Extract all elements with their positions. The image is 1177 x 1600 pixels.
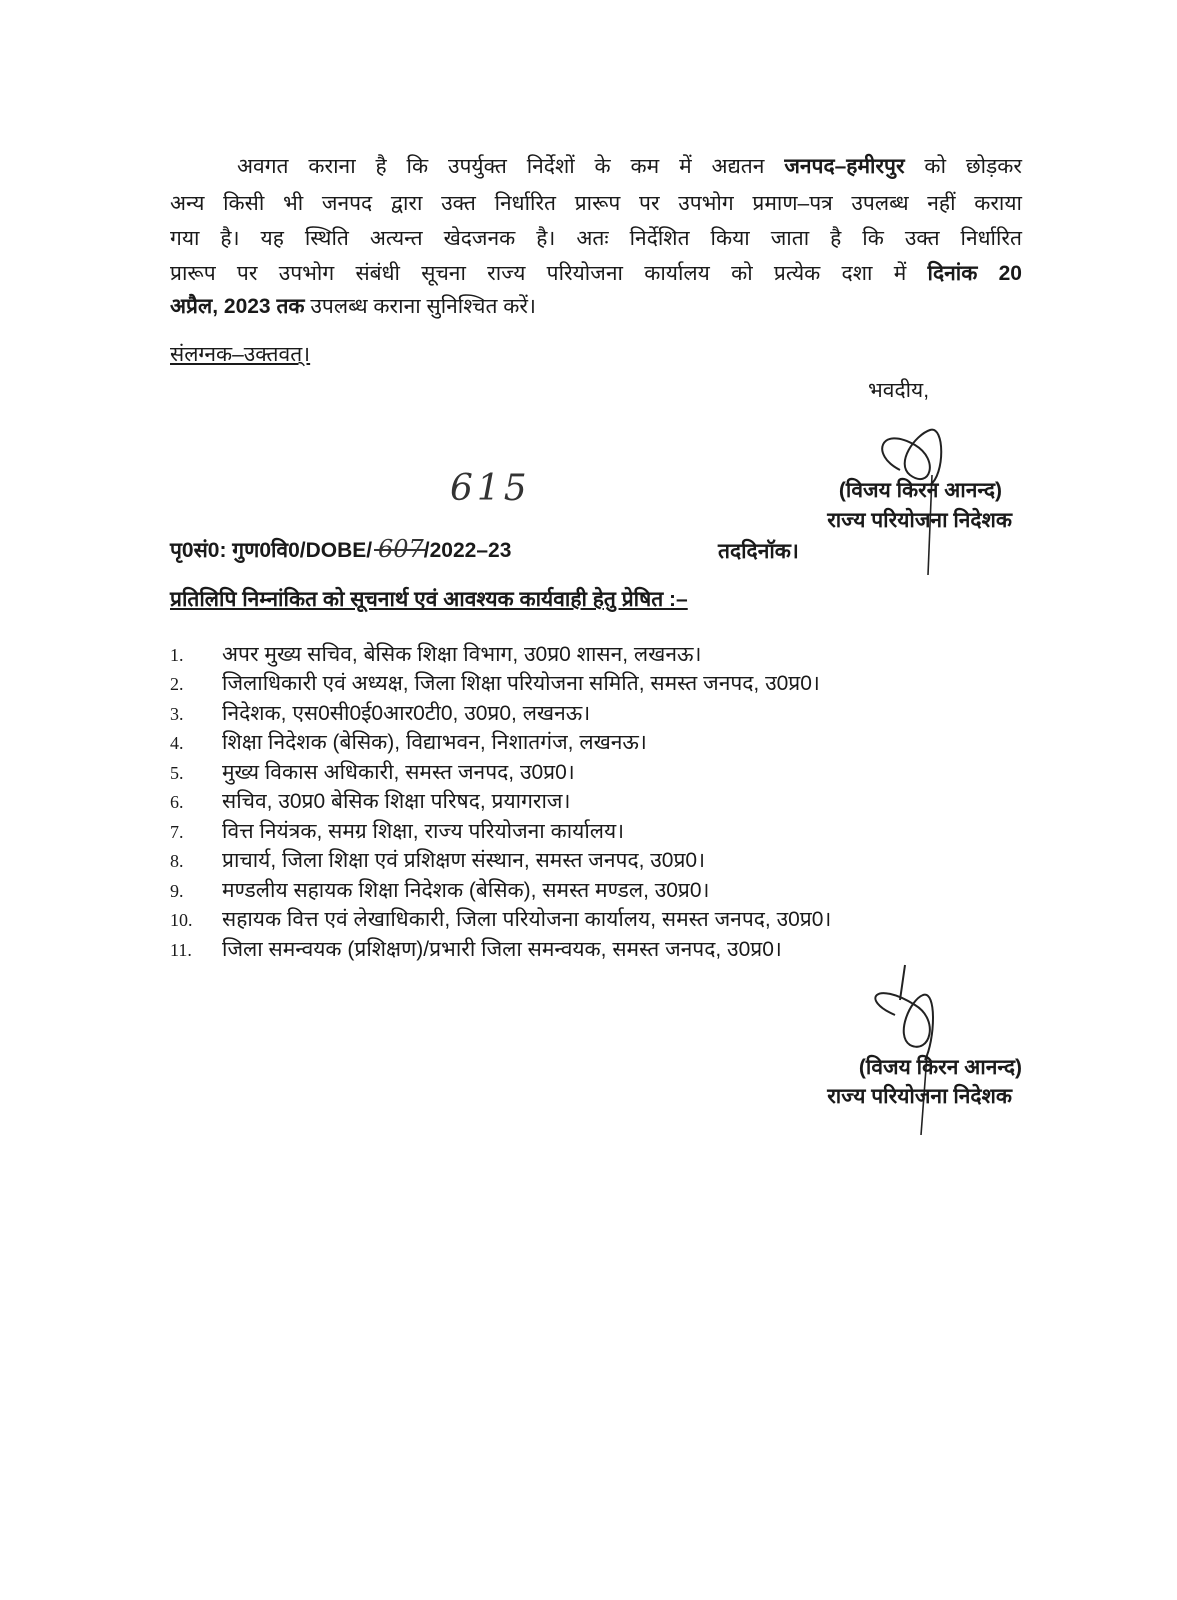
item-text: सहायक वित्त एवं लेखाधिकारी, जिला परियोजना कार्यालय, समस्त जनपद, उ0प्र0। (222, 908, 832, 931)
item-text: शिक्षा निदेशक (बेसिक), विद्याभवन, निशातगंज, लखनऊ। (222, 731, 647, 754)
item-number: 9. (170, 881, 184, 901)
text: प्रारूप पर उपभोग संबंधी सूचना राज्य परियोजना कार्यालय को प्रत्येक दशा में (170, 262, 928, 285)
closing-salutation: भवदीय, (868, 379, 930, 402)
list-item (170, 758, 575, 786)
reference-number (170, 535, 511, 564)
list-item (170, 935, 782, 963)
paragraph-line (170, 189, 1022, 217)
struck-number-text: 607 (377, 535, 424, 563)
item-number: 10. (170, 910, 193, 930)
item-number: 5. (170, 763, 184, 783)
text: को छोड़कर (904, 155, 1022, 178)
highlight-district: जनपद–हमीरपुर (784, 155, 905, 178)
deadline-date: अप्रैल, 2023 तक (170, 295, 305, 318)
deadline-date: दिनांक 20 (927, 262, 1022, 285)
item-text: सचिव, उ0प्र0 बेसिक शिक्षा परिषद, प्रयागराज। (222, 790, 571, 813)
item-text: जिलाधिकारी एवं अध्यक्ष, जिला शिक्षा परियोजना समिति, समस्त जनपद, उ0प्र0। (222, 672, 820, 695)
handwritten-number: 615 (450, 468, 531, 509)
list-item (170, 846, 705, 874)
reference-prefix: पृ0सं0: गुण0वि0/DOBE/ (170, 539, 373, 562)
list-item (170, 905, 831, 933)
item-number: 6. (170, 792, 184, 812)
item-number: 7. (170, 822, 184, 842)
list-item (170, 699, 590, 727)
signatory-designation: राज्य परियोजना निदेशक (827, 509, 1012, 532)
item-number: 4. (170, 733, 184, 753)
reference-year: /2022–23 (423, 539, 512, 562)
enclosure-note: संलग्नक–उक्तवत्। (170, 343, 311, 366)
list-item (170, 640, 701, 668)
text: अन्य किसी भी जनपद द्वारा उक्त निर्धारित प्रारूप पर उपभोग प्रमाण–पत्र उपलब्ध नहीं कराया (170, 192, 1022, 215)
item-number: 1. (170, 645, 184, 665)
paragraph-line (170, 224, 1022, 252)
strike-line (374, 549, 428, 551)
paragraph-line (170, 292, 1022, 320)
paragraph-line (170, 152, 1022, 180)
text: उपलब्ध कराना सुनिश्चित करें। (304, 295, 536, 318)
reference-date: तददिनॉक। (718, 540, 799, 563)
item-text: प्राचार्य, जिला शिक्षा एवं प्रशिक्षण संस्थान, समस्त जनपद, उ0प्र0। (222, 849, 706, 872)
item-text: निदेशक, एस0सी0ई0आर0टी0, उ0प्र0, लखनऊ। (222, 702, 591, 725)
list-item (170, 787, 570, 815)
paragraph-line (170, 259, 1022, 287)
item-number: 11. (170, 940, 192, 960)
item-text: मुख्य विकास अधिकारी, समस्त जनपद, उ0प्र0। (222, 761, 575, 784)
list-item (170, 728, 647, 756)
copy-heading: प्रतिलिपि निम्नांकित को सूचनार्थ एवं आवश्यक कार्यवाही हेतु प्रेषित :– (170, 588, 688, 611)
item-text: अपर मुख्य सचिव, बेसिक शिक्षा विभाग, उ0प्र0 शासन, लखनऊ। (222, 643, 702, 666)
item-number: 3. (170, 704, 184, 724)
signatory-name: (विजय किरन आनन्द) (858, 1056, 1022, 1079)
signatory-designation: राज्य परियोजना निदेशक (827, 1085, 1012, 1108)
list-item (170, 876, 710, 904)
list-item (170, 669, 820, 697)
item-number: 2. (170, 674, 184, 694)
list-item (170, 817, 624, 845)
item-text: मण्डलीय सहायक शिक्षा निदेशक (बेसिक), समस्त मण्डल, उ0प्र0। (222, 879, 710, 902)
item-text: वित्त नियंत्रक, समग्र शिक्षा, राज्य परियोजना कार्यालय। (222, 820, 625, 843)
item-text: जिला समन्वयक (प्रशिक्षण)/प्रभारी जिला समन्वयक, समस्त जनपद, उ0प्र0। (222, 938, 782, 961)
item-number: 8. (170, 851, 184, 871)
struck-number (378, 535, 424, 563)
signatory-name: (विजय किरन आनन्द) (838, 479, 1002, 502)
text: अवगत कराना है कि उपर्युक्त निर्देशों के कम में अद्यतन (237, 155, 785, 178)
signature-icon (855, 960, 955, 1140)
text: गया है। यह स्थिति अत्यन्त खेदजनक है। अतः निर्देशित किया जाता है कि उक्त निर्धारित (170, 227, 1022, 250)
